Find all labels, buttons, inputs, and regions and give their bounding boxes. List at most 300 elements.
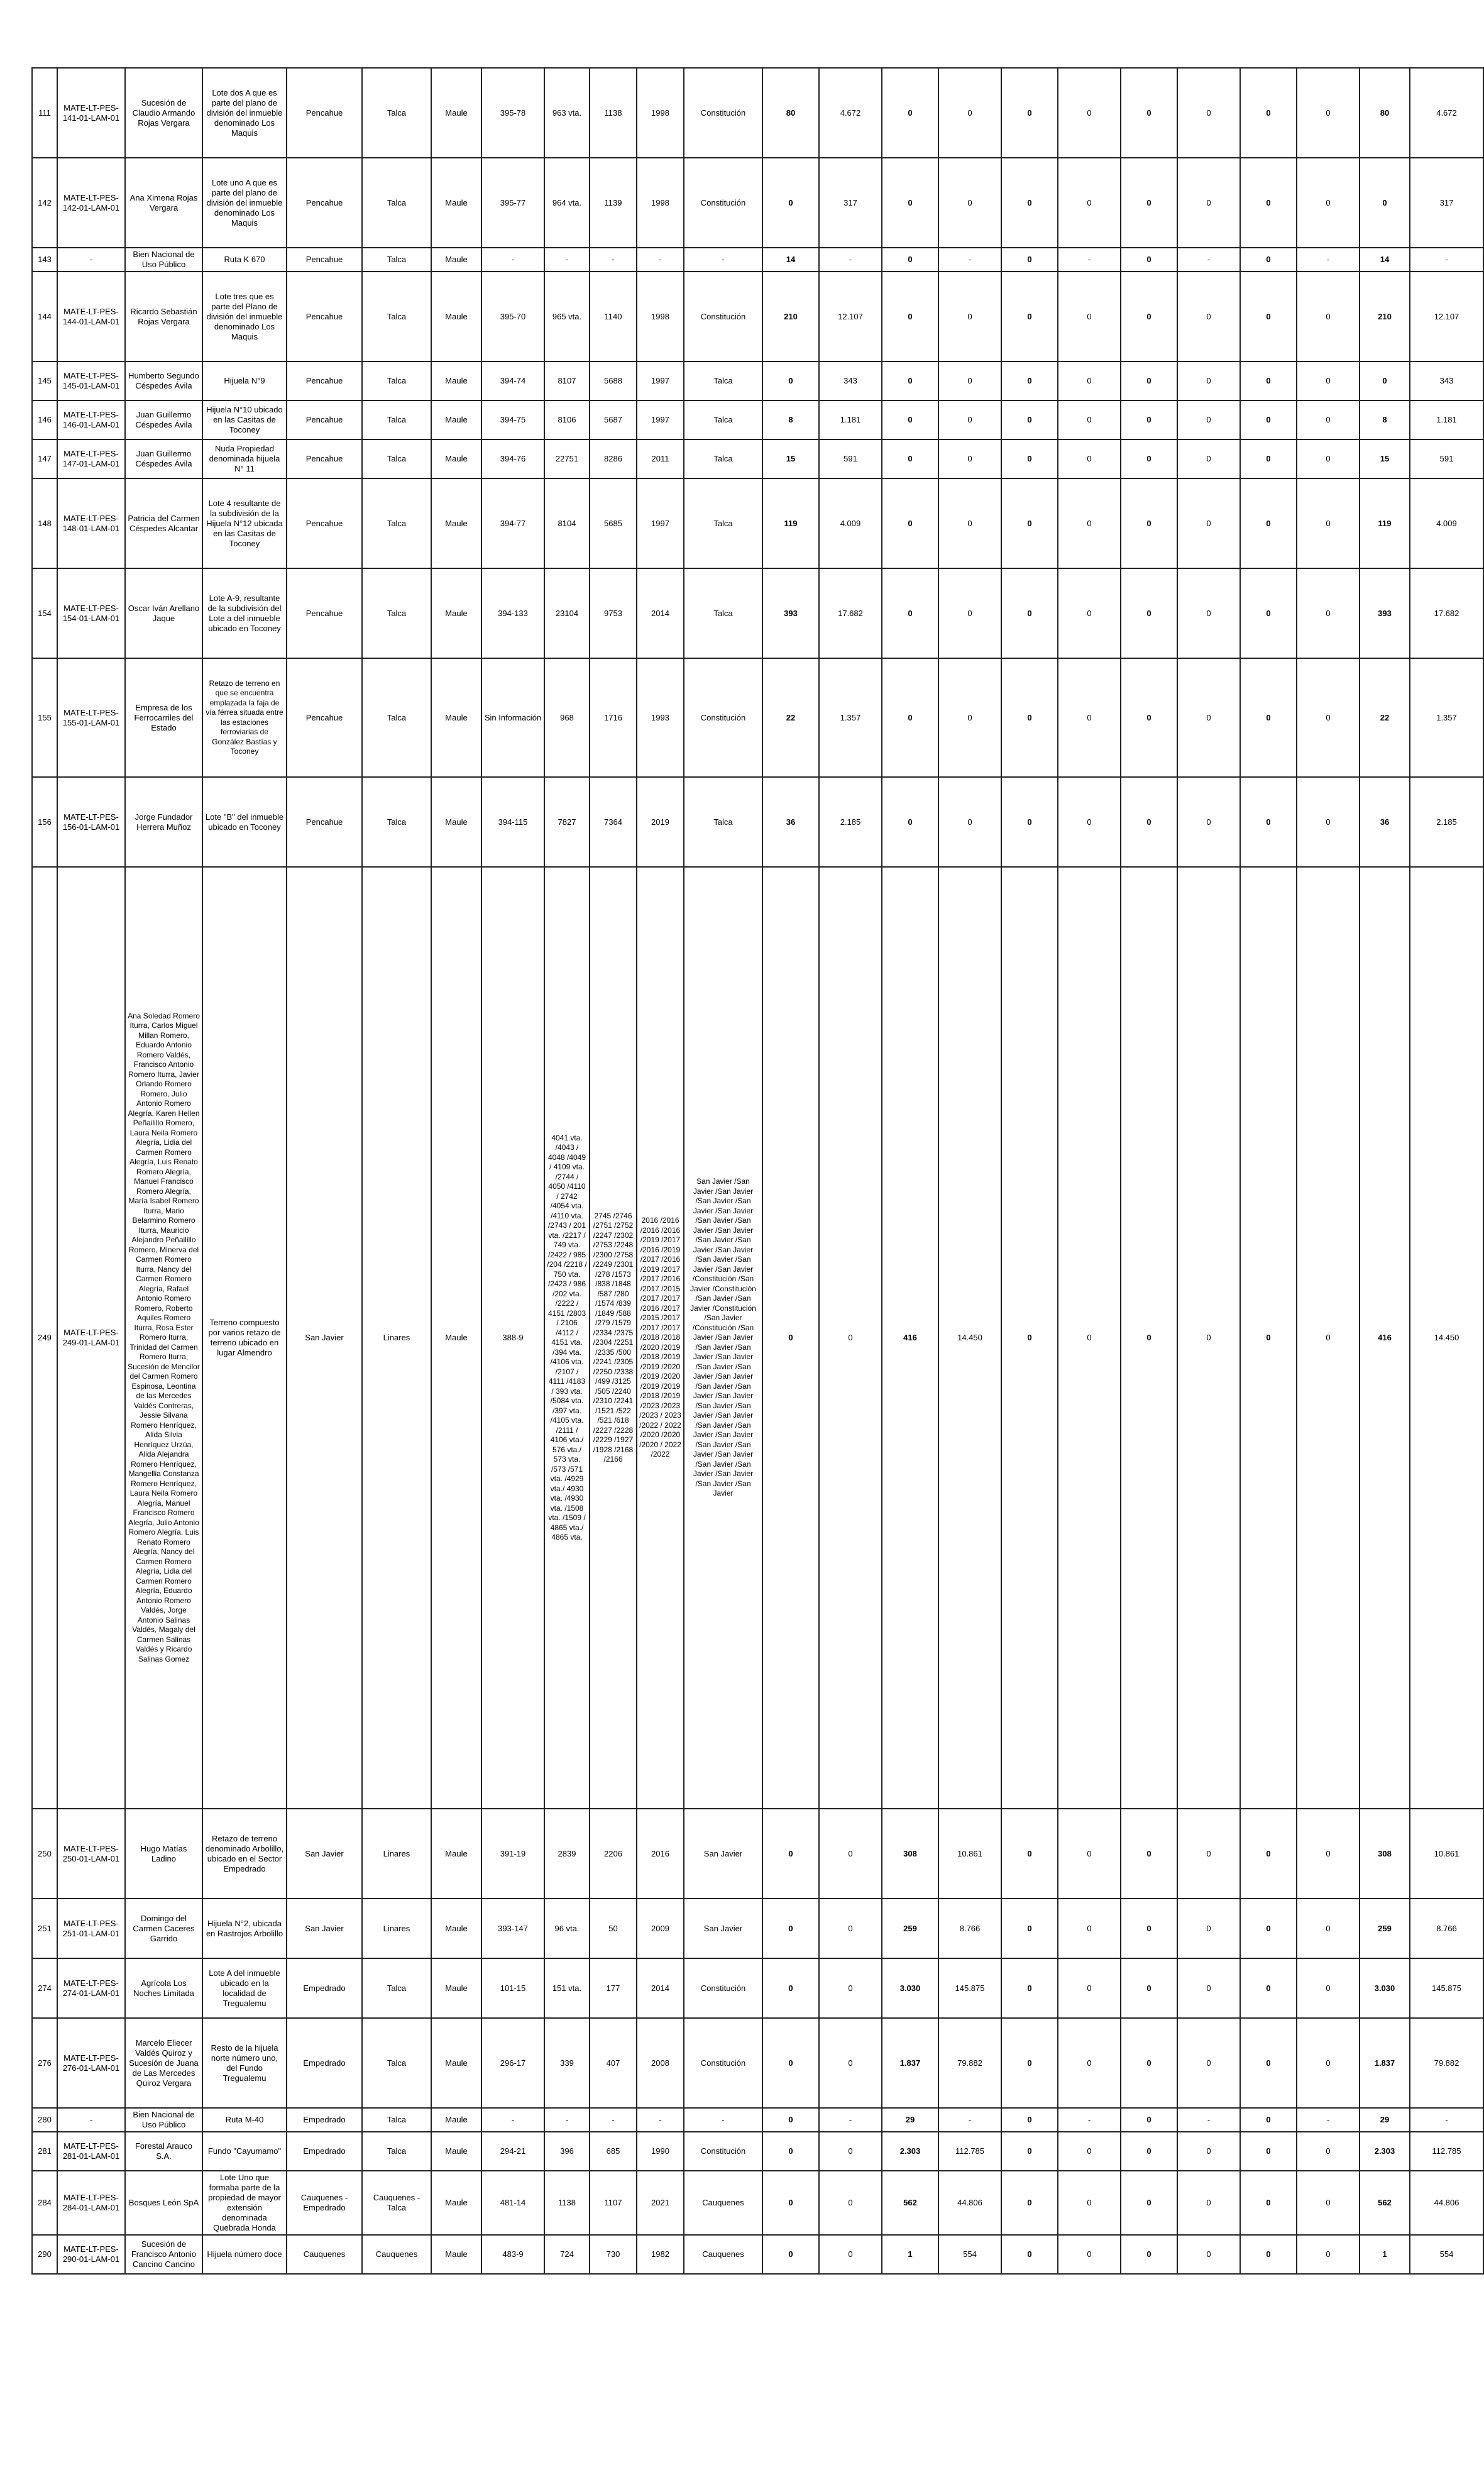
value-4: 0 [938, 478, 1001, 568]
tax-role: 394-75 [481, 400, 544, 439]
registry-office: Constitución [684, 1958, 762, 2018]
value-9: 0 [1240, 361, 1297, 400]
value-1: 210 [762, 272, 819, 361]
inscription-number: 407 [590, 2018, 637, 2108]
table-row [32, 2235, 1483, 2274]
value-4: 0 [938, 400, 1001, 439]
table-row [32, 2171, 1483, 2235]
value-5: 0 [1001, 478, 1058, 568]
table-body [32, 68, 1483, 2274]
value-9: 0 [1240, 1899, 1297, 1958]
value-1: 0 [762, 158, 819, 248]
year: 1993 [637, 658, 684, 777]
value-10: 0 [1297, 2132, 1360, 2171]
value-5: 0 [1001, 1809, 1058, 1899]
value-12: 343 [1410, 361, 1483, 400]
year: 1982 [637, 2235, 684, 2274]
owner-name: Patricia del Carmen Céspedes Alcantar [125, 478, 202, 568]
value-1: 0 [762, 867, 819, 1809]
tax-role: 393-147 [481, 1899, 544, 1958]
value-4: 14.450 [938, 867, 1001, 1809]
registry-office: Constitución [684, 68, 762, 158]
value-6: - [1058, 2108, 1121, 2132]
value-5: 0 [1001, 158, 1058, 248]
commune: San Javier [287, 1899, 362, 1958]
value-3: 0 [882, 478, 938, 568]
province: Talca [362, 777, 431, 867]
year: 2016 [637, 1809, 684, 1899]
value-1: 393 [762, 568, 819, 658]
province: Talca [362, 439, 431, 478]
property-description: Hijuela N°9 [202, 361, 287, 400]
registry-office: Talca [684, 568, 762, 658]
value-12: 8.766 [1410, 1899, 1483, 1958]
year: - [637, 248, 684, 272]
value-7: 0 [1121, 248, 1177, 272]
inscription-number: - [590, 248, 637, 272]
property-description: Fundo "Cayumamo" [202, 2132, 287, 2171]
row-number: 145 [32, 361, 57, 400]
year: 2009 [637, 1899, 684, 1958]
year: 1997 [637, 361, 684, 400]
region: Maule [431, 400, 481, 439]
value-11: 393 [1360, 568, 1410, 658]
value-3: 3.030 [882, 1958, 938, 2018]
owner-name: Ricardo Sebastián Rojas Vergara [125, 272, 202, 361]
value-7: 0 [1121, 2132, 1177, 2171]
value-10: 0 [1297, 1809, 1360, 1899]
region: Maule [431, 658, 481, 777]
value-9: 0 [1240, 777, 1297, 867]
year: 1997 [637, 400, 684, 439]
commune: Pencahue [287, 158, 362, 248]
value-5: 0 [1001, 1958, 1058, 2018]
province: Talca [362, 2108, 431, 2132]
province: Linares [362, 1899, 431, 1958]
row-number: 274 [32, 1958, 57, 2018]
table-row [32, 1958, 1483, 2018]
plan-code: MATE-LT-PES-147-01-LAM-01 [57, 439, 125, 478]
plan-code: MATE-LT-PES-142-01-LAM-01 [57, 158, 125, 248]
value-2: 4.672 [819, 68, 882, 158]
property-description: Hijuela número doce [202, 2235, 287, 2274]
inscription-number: 5685 [590, 478, 637, 568]
value-5: 0 [1001, 777, 1058, 867]
inscription-number: 50 [590, 1899, 637, 1958]
row-number: 249 [32, 867, 57, 1809]
registry-office: Constitución [684, 658, 762, 777]
value-7: 0 [1121, 1899, 1177, 1958]
row-number: 276 [32, 2018, 57, 2108]
commune: Empedrado [287, 2108, 362, 2132]
value-10: 0 [1297, 568, 1360, 658]
row-number: 142 [32, 158, 57, 248]
row-number: 147 [32, 439, 57, 478]
row-number: 148 [32, 478, 57, 568]
commune: San Javier [287, 867, 362, 1809]
value-10: 0 [1297, 68, 1360, 158]
year: 2014 [637, 1958, 684, 2018]
year: 1998 [637, 272, 684, 361]
owner-name: Sucesión de Francisco Antonio Cancino Cancino [125, 2235, 202, 2274]
plan-code: MATE-LT-PES-146-01-LAM-01 [57, 400, 125, 439]
region: Maule [431, 2235, 481, 2274]
table-row [32, 2018, 1483, 2108]
tax-role: 395-70 [481, 272, 544, 361]
value-12: 1.181 [1410, 400, 1483, 439]
value-11: 36 [1360, 777, 1410, 867]
inscription-number: 5688 [590, 361, 637, 400]
value-12: 591 [1410, 439, 1483, 478]
row-number: 290 [32, 2235, 57, 2274]
value-6: 0 [1058, 439, 1121, 478]
table-row [32, 1809, 1483, 1899]
property-description: Lote A-9, resultante de la subdivisión del Lote a del inmueble ubicado en Toconey [202, 568, 287, 658]
property-description: Lote dos A que es parte del plano de división del inmueble denominado Los Maquis [202, 68, 287, 158]
plan-code: - [57, 2108, 125, 2132]
inscription-number: - [590, 2108, 637, 2132]
value-12: 112.785 [1410, 2132, 1483, 2171]
property-description: Nuda Propiedad denominada hijuela N° 11 [202, 439, 287, 478]
value-4: 0 [938, 361, 1001, 400]
value-11: 29 [1360, 2108, 1410, 2132]
value-3: 0 [882, 568, 938, 658]
value-6: 0 [1058, 361, 1121, 400]
plan-code: MATE-LT-PES-250-01-LAM-01 [57, 1809, 125, 1899]
province: Talca [362, 568, 431, 658]
value-2: 0 [819, 2018, 882, 2108]
property-table [31, 67, 1484, 2275]
registry-office: San Javier /San Javier /San Javier /San Javier /San Javier /San Javier /San Javier /San Javier /San Javier /San Javier /San Javier /San Javier /San Javier /San Javier /San Javier /Constitución /San Javier /Constitución /San Javier /San Javier /Constitución /San Javier /Constitución /San Javier /San Javier /San Javier /San Javier /San Javier /San Javier /San Javier /San Javier /San Javier /San Javier /San Javier /San Javier /San Javier /San Javier /San Javier /San Javier /San Javier /San Javier /San Javier /San Javier /San Javier /San Javier /San Javier /San Javier /San Javier [684, 867, 762, 1809]
value-7: 0 [1121, 68, 1177, 158]
value-1: 119 [762, 478, 819, 568]
value-7: 0 [1121, 1809, 1177, 1899]
value-3: 0 [882, 248, 938, 272]
value-8: 0 [1177, 2018, 1240, 2108]
commune: Pencahue [287, 439, 362, 478]
owner-name: Domingo del Carmen Caceres Garrido [125, 1899, 202, 1958]
year: 2019 [637, 777, 684, 867]
value-9: 0 [1240, 867, 1297, 1809]
registry-office: Constitución [684, 2132, 762, 2171]
value-6: 0 [1058, 400, 1121, 439]
value-5: 0 [1001, 400, 1058, 439]
value-11: 0 [1360, 158, 1410, 248]
tax-role: 101-15 [481, 1958, 544, 2018]
province: Talca [362, 2132, 431, 2171]
property-description: Hijuela N°10 ubicado en las Casitas de Toconey [202, 400, 287, 439]
value-5: 0 [1001, 658, 1058, 777]
table-row [32, 658, 1483, 777]
tax-role: 296-17 [481, 2018, 544, 2108]
row-number: 154 [32, 568, 57, 658]
table-row [32, 867, 1483, 1809]
region: Maule [431, 777, 481, 867]
value-9: 0 [1240, 658, 1297, 777]
value-4: 0 [938, 777, 1001, 867]
commune: San Javier [287, 1809, 362, 1899]
value-5: 0 [1001, 361, 1058, 400]
value-12: 44.806 [1410, 2171, 1483, 2235]
table-row [32, 400, 1483, 439]
value-7: 0 [1121, 158, 1177, 248]
table-row [32, 361, 1483, 400]
value-1: 0 [762, 2132, 819, 2171]
value-6: 0 [1058, 867, 1121, 1809]
region: Maule [431, 272, 481, 361]
inscription-number: 1107 [590, 2171, 637, 2235]
value-3: 0 [882, 272, 938, 361]
value-2: 0 [819, 1958, 882, 2018]
value-8: 0 [1177, 2132, 1240, 2171]
commune: Empedrado [287, 2018, 362, 2108]
value-11: 308 [1360, 1809, 1410, 1899]
commune: Pencahue [287, 361, 362, 400]
registry-office: Talca [684, 439, 762, 478]
province: Talca [362, 478, 431, 568]
province: Talca [362, 158, 431, 248]
value-2: 0 [819, 1809, 882, 1899]
region: Maule [431, 2018, 481, 2108]
province: Linares [362, 867, 431, 1809]
inscription-number: 1716 [590, 658, 637, 777]
plan-code: MATE-LT-PES-251-01-LAM-01 [57, 1899, 125, 1958]
value-4: 44.806 [938, 2171, 1001, 2235]
value-6: 0 [1058, 1809, 1121, 1899]
value-10: 0 [1297, 1899, 1360, 1958]
value-4: 0 [938, 439, 1001, 478]
value-10: - [1297, 248, 1360, 272]
value-1: 22 [762, 658, 819, 777]
value-12: - [1410, 248, 1483, 272]
value-4: - [938, 248, 1001, 272]
value-5: 0 [1001, 867, 1058, 1809]
value-3: 0 [882, 658, 938, 777]
value-5: 0 [1001, 2132, 1058, 2171]
value-6: 0 [1058, 568, 1121, 658]
value-6: 0 [1058, 478, 1121, 568]
inscription-number: 1140 [590, 272, 637, 361]
fojas: 7827 [544, 777, 590, 867]
province: Linares [362, 1809, 431, 1899]
value-10: 0 [1297, 2018, 1360, 2108]
value-5: 0 [1001, 568, 1058, 658]
value-11: 259 [1360, 1899, 1410, 1958]
tax-role: 391-19 [481, 1809, 544, 1899]
value-8: 0 [1177, 361, 1240, 400]
value-3: 0 [882, 158, 938, 248]
value-9: 0 [1240, 478, 1297, 568]
registry-office: - [684, 248, 762, 272]
value-5: 0 [1001, 2018, 1058, 2108]
value-6: 0 [1058, 658, 1121, 777]
property-description: Lote A del inmueble ubicado en la localidad de Tregualemu [202, 1958, 287, 2018]
tax-role: - [481, 248, 544, 272]
value-10: 0 [1297, 439, 1360, 478]
registry-office: Constitución [684, 2018, 762, 2108]
value-3: 29 [882, 2108, 938, 2132]
commune: Cauquenes [287, 2235, 362, 2274]
owner-name: Bien Nacional de Uso Público [125, 2108, 202, 2132]
inscription-number: 177 [590, 1958, 637, 2018]
value-12: 10.861 [1410, 1809, 1483, 1899]
value-3: 0 [882, 361, 938, 400]
value-4: 554 [938, 2235, 1001, 2274]
value-2: 0 [819, 2235, 882, 2274]
tax-role: 394-77 [481, 478, 544, 568]
tax-role: 481-14 [481, 2171, 544, 2235]
value-3: 1.837 [882, 2018, 938, 2108]
property-description: Ruta M-40 [202, 2108, 287, 2132]
value-8: 0 [1177, 1809, 1240, 1899]
inscription-number: 5687 [590, 400, 637, 439]
inscription-number: 9753 [590, 568, 637, 658]
value-1: 14 [762, 248, 819, 272]
value-4: 145.875 [938, 1958, 1001, 2018]
owner-name: Bosques León SpA [125, 2171, 202, 2235]
commune: Cauquenes - Empedrado [287, 2171, 362, 2235]
inscription-number: 685 [590, 2132, 637, 2171]
value-12: 4.009 [1410, 478, 1483, 568]
value-3: 0 [882, 439, 938, 478]
row-number: 250 [32, 1809, 57, 1899]
value-5: 0 [1001, 1899, 1058, 1958]
value-11: 8 [1360, 400, 1410, 439]
year: 2021 [637, 2171, 684, 2235]
value-8: 0 [1177, 777, 1240, 867]
inscription-number: 1138 [590, 68, 637, 158]
value-12: 554 [1410, 2235, 1483, 2274]
owner-name: Oscar Iván Arellano Jaque [125, 568, 202, 658]
registry-office: Constitución [684, 158, 762, 248]
region: Maule [431, 158, 481, 248]
year: 2011 [637, 439, 684, 478]
tax-role: 395-77 [481, 158, 544, 248]
property-description: Lote "B" del inmueble ubicado en Toconey [202, 777, 287, 867]
registry-office: Talca [684, 777, 762, 867]
plan-code: - [57, 248, 125, 272]
property-description: Lote 4 resultante de la subdivisión de la Hijuela N°12 ubicada en las Casitas de Toconey [202, 478, 287, 568]
table-row [32, 272, 1483, 361]
year: - [637, 2108, 684, 2132]
property-description: Lote Uno que formaba parte de la propiedad de mayor extensión denominada Quebrada Honda [202, 2171, 287, 2235]
tax-role: 388-9 [481, 867, 544, 1809]
value-7: 0 [1121, 2235, 1177, 2274]
value-4: 0 [938, 568, 1001, 658]
region: Maule [431, 2171, 481, 2235]
value-7: 0 [1121, 658, 1177, 777]
plan-code: MATE-LT-PES-276-01-LAM-01 [57, 2018, 125, 2108]
value-1: 0 [762, 1958, 819, 2018]
value-8: - [1177, 248, 1240, 272]
value-4: 112.785 [938, 2132, 1001, 2171]
value-11: 1.837 [1360, 2018, 1410, 2108]
value-10: 0 [1297, 158, 1360, 248]
fojas: 22751 [544, 439, 590, 478]
owner-name: Jorge Fundador Herrera Muñoz [125, 777, 202, 867]
registry-office: San Javier [684, 1899, 762, 1958]
registry-office: - [684, 2108, 762, 2132]
region: Maule [431, 1899, 481, 1958]
value-4: 79.882 [938, 2018, 1001, 2108]
value-9: 0 [1240, 272, 1297, 361]
plan-code: MATE-LT-PES-274-01-LAM-01 [57, 1958, 125, 2018]
region: Maule [431, 867, 481, 1809]
value-8: 0 [1177, 568, 1240, 658]
value-1: 0 [762, 2108, 819, 2132]
region: Maule [431, 568, 481, 658]
region: Maule [431, 478, 481, 568]
plan-code: MATE-LT-PES-145-01-LAM-01 [57, 361, 125, 400]
value-5: 0 [1001, 2171, 1058, 2235]
property-description: Retazo de terreno denominado Arbolillo, ubicado en el Sector Empedrado [202, 1809, 287, 1899]
value-4: - [938, 2108, 1001, 2132]
value-5: 0 [1001, 248, 1058, 272]
commune: Pencahue [287, 777, 362, 867]
property-description: Lote uno A que es parte del plano de división del inmueble denominado Los Maquis [202, 158, 287, 248]
value-5: 0 [1001, 68, 1058, 158]
value-11: 80 [1360, 68, 1410, 158]
value-9: 0 [1240, 439, 1297, 478]
value-11: 1 [1360, 2235, 1410, 2274]
registry-office: Talca [684, 478, 762, 568]
fojas: 339 [544, 2018, 590, 2108]
value-9: 0 [1240, 68, 1297, 158]
value-11: 210 [1360, 272, 1410, 361]
value-2: 1.181 [819, 400, 882, 439]
plan-code: MATE-LT-PES-290-01-LAM-01 [57, 2235, 125, 2274]
value-2: 317 [819, 158, 882, 248]
value-4: 0 [938, 272, 1001, 361]
value-9: 0 [1240, 158, 1297, 248]
table-row [32, 68, 1483, 158]
province: Talca [362, 68, 431, 158]
value-6: 0 [1058, 68, 1121, 158]
value-7: 0 [1121, 777, 1177, 867]
property-description: Resto de la hijuela norte número uno, del Fundo Tregualemu [202, 2018, 287, 2108]
plan-code: MATE-LT-PES-141-01-LAM-01 [57, 68, 125, 158]
value-1: 0 [762, 1809, 819, 1899]
value-6: 0 [1058, 158, 1121, 248]
value-12: - [1410, 2108, 1483, 2132]
value-10: - [1297, 2108, 1360, 2132]
tax-role: 394-76 [481, 439, 544, 478]
value-10: 0 [1297, 272, 1360, 361]
value-7: 0 [1121, 2108, 1177, 2132]
value-1: 0 [762, 2235, 819, 2274]
table-row [32, 248, 1483, 272]
tax-role: 294-21 [481, 2132, 544, 2171]
value-4: 0 [938, 68, 1001, 158]
value-6: 0 [1058, 2171, 1121, 2235]
row-number: 146 [32, 400, 57, 439]
fojas: - [544, 2108, 590, 2132]
value-10: 0 [1297, 777, 1360, 867]
owner-name: Forestal Arauco S.A. [125, 2132, 202, 2171]
value-9: 0 [1240, 1809, 1297, 1899]
value-2: 12.107 [819, 272, 882, 361]
province: Talca [362, 248, 431, 272]
province: Cauquenes [362, 2235, 431, 2274]
row-number: 284 [32, 2171, 57, 2235]
commune: Pencahue [287, 568, 362, 658]
region: Maule [431, 439, 481, 478]
row-number: 155 [32, 658, 57, 777]
value-7: 0 [1121, 867, 1177, 1809]
owner-name: Sucesión de Claudio Armando Rojas Vergara [125, 68, 202, 158]
registry-office: Cauquenes [684, 2235, 762, 2274]
fojas: 964 vta. [544, 158, 590, 248]
